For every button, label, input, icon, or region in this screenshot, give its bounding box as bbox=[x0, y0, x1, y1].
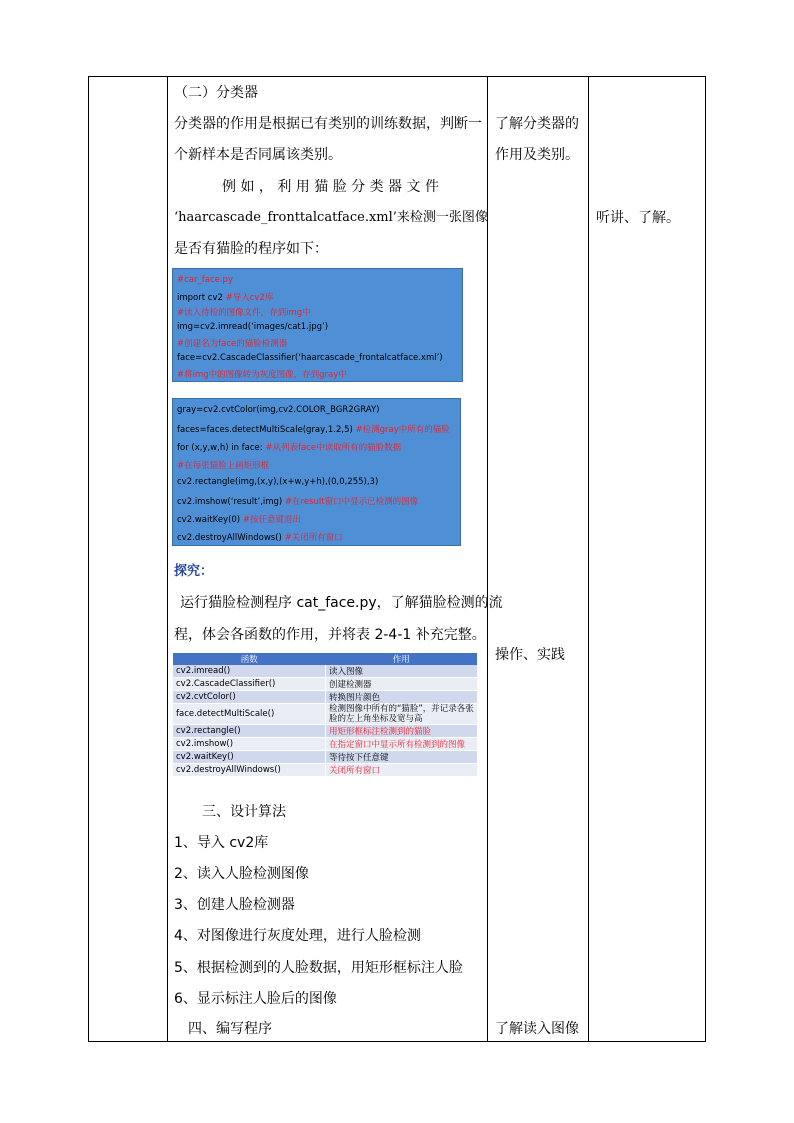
activity-text: 操作、实践 bbox=[495, 647, 565, 663]
code-text: for (x,y,w,h) in face: bbox=[177, 443, 266, 453]
activity-text: 听讲、了解。 bbox=[596, 210, 680, 226]
table-row bbox=[173, 764, 477, 777]
code-line bbox=[177, 353, 443, 363]
code-line bbox=[177, 441, 401, 453]
function-use-cell: 用矩形框标注检测到的猫脸 bbox=[326, 725, 478, 738]
function-name-cell: cv2.rectangle() bbox=[173, 725, 326, 738]
code-text: #car_face.py bbox=[177, 275, 233, 285]
table-row bbox=[173, 738, 477, 751]
list-item: 5、根据检测到的人脸数据，用矩形框标注人脸 bbox=[174, 960, 463, 976]
activity-text: 了解分类器的 bbox=[495, 116, 579, 132]
code-line bbox=[177, 495, 418, 507]
code-line bbox=[177, 275, 233, 285]
function-name-cell: face.detectMultiScale() bbox=[173, 704, 326, 725]
code-comment: #导入cv2库 bbox=[225, 292, 274, 303]
function-use-cell: 关闭所有窗口 bbox=[326, 764, 478, 777]
function-use-cell: 等待按下任意键 bbox=[326, 751, 478, 764]
code-line bbox=[177, 368, 347, 380]
code-text: cv2.waitKey(0) bbox=[177, 515, 243, 525]
function-name-cell: cv2.CascadeClassifier() bbox=[173, 678, 326, 691]
table-row bbox=[173, 751, 477, 764]
function-use-cell: 检测图像中所有的“猫脸”，并记录各张脸的左上角坐标及宽与高 bbox=[326, 704, 478, 725]
function-name-cell: cv2.destroyAllWindows() bbox=[173, 764, 326, 777]
code-text: cv2.destroyAllWindows() bbox=[177, 533, 285, 543]
column-divider bbox=[588, 76, 589, 1042]
code-line bbox=[177, 405, 379, 415]
code-line bbox=[177, 291, 273, 303]
list-item: 6、显示标注人脸后的图像 bbox=[174, 991, 337, 1007]
code-comment: #在result窗口中显示已检测的图像 bbox=[284, 497, 419, 507]
code-text: cv2.imshow(‘result’,img) bbox=[177, 497, 285, 507]
code-block bbox=[172, 398, 461, 546]
code-line bbox=[177, 337, 287, 349]
list-item: 3、创建人脸检测器 bbox=[174, 897, 295, 913]
table-row bbox=[173, 704, 477, 725]
code-comment: #关闭所有窗口 bbox=[284, 533, 343, 543]
column-divider bbox=[167, 76, 168, 1042]
paragraph-line: ‘haarcascade_fronttalcatface.xml’来检测一张图像 bbox=[174, 210, 488, 225]
code-text: #将img中的图像转为灰度图像，存到gray中 bbox=[177, 370, 347, 380]
table-row bbox=[173, 678, 477, 691]
function-name-cell: cv2.imshow() bbox=[173, 738, 326, 751]
code-text: cv2.rectangle(img,(x,y),(x+w,y+h),(0,0,255),3) bbox=[177, 477, 379, 487]
table-row bbox=[173, 691, 477, 704]
code-text: gray=cv2.cvtColor(img,cv2.COLOR_BGR2GRAY) bbox=[177, 405, 380, 415]
code-text: faces=faces.detectMultiScale(gray,1.2,5) bbox=[177, 425, 356, 435]
activity-text: 作用及类别。 bbox=[495, 147, 579, 163]
code-comment: #检测gray中所有的猫脸 bbox=[355, 425, 450, 435]
table-row bbox=[173, 665, 477, 678]
paragraph-line: 程，体会各函数的作用，并将表 2-4-1 补充完整。 bbox=[174, 627, 486, 643]
function-use-cell: 转换图片颜色 bbox=[326, 691, 478, 704]
code-block bbox=[172, 268, 463, 382]
table-header: 作用 bbox=[326, 653, 478, 665]
function-name-cell: cv2.waitKey() bbox=[173, 751, 326, 764]
table-row bbox=[173, 725, 477, 738]
list-item: 1、导入 cv2库 bbox=[174, 835, 269, 851]
code-line bbox=[177, 477, 378, 487]
function-use-cell: 在指定窗口中显示所有检测到的图像 bbox=[326, 738, 478, 751]
explore-label: 探究： bbox=[174, 564, 214, 579]
code-line bbox=[177, 513, 301, 525]
code-comment: #按任意键退出 bbox=[242, 515, 301, 525]
table-header: 函数 bbox=[173, 653, 326, 665]
code-text: #创建名为face的猫脸检测器 bbox=[177, 339, 288, 349]
activity-text: 了解读入图像 bbox=[495, 1021, 579, 1037]
section-heading: （二）分类器 bbox=[174, 85, 258, 101]
paragraph-line: 运行猫脸检测程序 cat_face.py，了解猫脸检测的流 bbox=[180, 595, 503, 611]
function-name-cell: cv2.cvtColor() bbox=[173, 691, 326, 704]
code-line bbox=[177, 531, 343, 543]
code-text: import cv2 bbox=[177, 292, 226, 303]
code-text: #读入待检的图像文件，存到img中 bbox=[177, 308, 311, 318]
code-line bbox=[177, 459, 269, 471]
list-item: 4、对图像进行灰度处理，进行人脸检测 bbox=[174, 928, 421, 944]
paragraph-line: 是否有猫脸的程序如下： bbox=[174, 241, 328, 257]
list-item: 2、读入人脸检测图像 bbox=[174, 866, 309, 882]
function-table bbox=[173, 653, 477, 777]
function-name-cell: cv2.imread() bbox=[173, 665, 326, 678]
paragraph-line: 个新样本是否同属该类别。 bbox=[174, 147, 342, 163]
code-comment: #从列表face中读取所有的猫脸数据 bbox=[265, 443, 402, 453]
code-text: img=cv2.imread(‘images/cat1.jpg’) bbox=[177, 321, 329, 332]
paragraph-line: 分类器的作用是根据已有类别的训练数据，判断一 bbox=[174, 116, 482, 132]
code-line bbox=[177, 322, 328, 332]
function-use-cell: 创建检测器 bbox=[326, 678, 478, 691]
code-text: #在每张猫脸上画矩形框 bbox=[177, 461, 270, 471]
code-line bbox=[177, 306, 311, 318]
function-use-cell: 读入图像 bbox=[326, 665, 478, 678]
section-heading: 四、编写程序 bbox=[188, 1021, 272, 1037]
code-line bbox=[177, 423, 450, 435]
paragraph-line: 例 如 ， 利 用 猫 脸 分 类 器 文 件 bbox=[222, 179, 439, 195]
code-text: face=cv2.CascadeClassifier(‘haarcascade_frontalcatface.xml’) bbox=[177, 352, 443, 363]
section-heading: 三、设计算法 bbox=[202, 804, 286, 820]
